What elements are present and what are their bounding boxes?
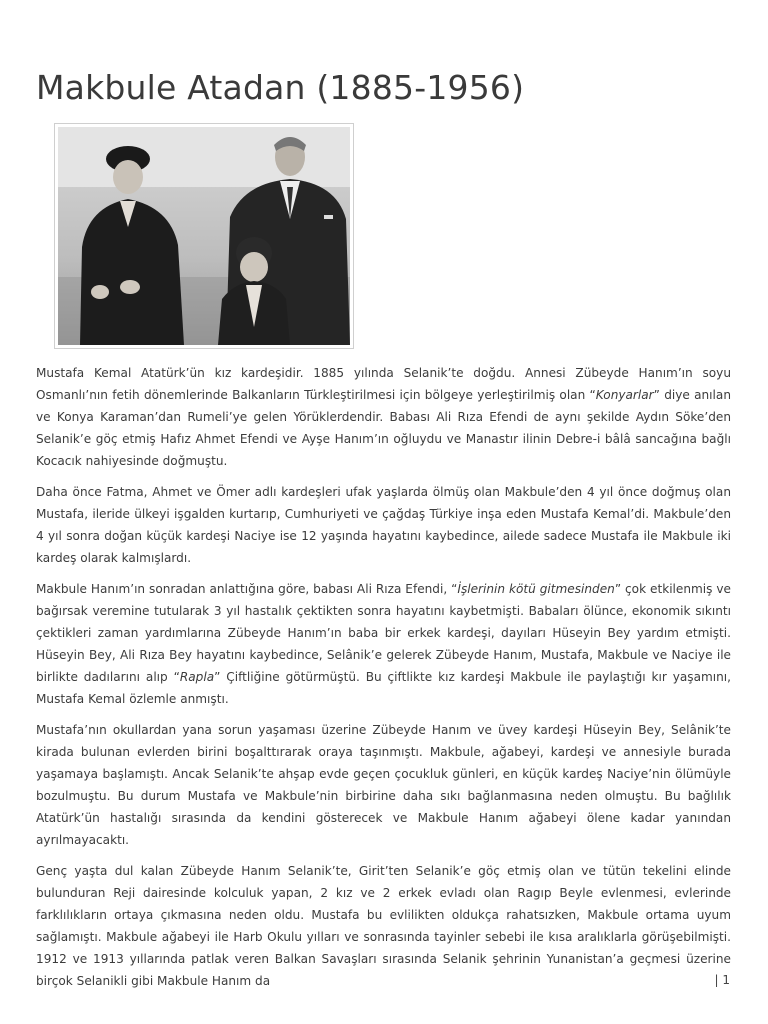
photo-frame (54, 123, 354, 349)
paragraph (36, 362, 731, 472)
page-title: Makbule Atadan (1885-1956) (36, 68, 525, 107)
historical-photo (58, 127, 350, 345)
paragraph-text: ” Çiftliğine götürmüştü. Bu çiftlikte kız kardeşi Makbule ile paylaştığı kır yaşamını, Mustafa Kemal özlemle anmıştı. (36, 670, 731, 706)
paragraph-text: Makbule Hanım’ın sonradan anlattığına göre, babası Ali Rıza Efendi, “ (36, 582, 458, 596)
paragraph-text: Genç yaşta dul kalan Zübeyde Hanım Selanik’te, Girit’ten Selanik’e göç etmiş olan ve tütün tekelini elinde bulunduran Reji dairesinde kolculuk yapan, 2 kız ve 2 erkek evladı olan Ragıp Beyle evlenmesi, evlerinde farklılıkların ortaya çıkmasına neden oldu. Mustafa bu evlilikten oldukça rahatsızken, Makbule ortama uyum sağlamıştı. Makbule ağabeyi ile Harb Okulu yılları ve sonrasında tayinler sebebi ile kısa aralıklarla görüşebilmişti. 1912 ve 1913 yıllarında patlak veren Balkan Savaşları sırasında Selanik şehrinin Yunanistan’a geçmesi üzerine birçok Selanikli gibi Makbule Hanım da (36, 864, 731, 988)
page-number: | 1 (714, 973, 730, 987)
paragraph-text: Mustafa’nın okullardan yana sorun yaşaması üzerine Zübeyde Hanım ve üvey kardeşi Hüseyin Bey, Selânik’te kirada bulunan evlerden birini boşalttırarak oraya taşınmıştı. Makbule, ağabeyi, kardeşi ve annesiyle burada yaşamaya başlamıştı. Ancak Selanik’te ahşap evde geçen çocukluk günleri, en küçük kardeş Naciye’nin ölümüyle bozulmuştu. Bu durum Mustafa ve Makbule’nin birbirine daha sıkı bağlanmasına neden olmuştu. Bu bağlılık Atatürk’ün hastalığı sırasında da kendini gösterecek ve Makbule Hanım ağabeyi ölene kadar yanından ayrılmayacaktı. (36, 723, 731, 847)
emphasis-text: İşlerinin kötü gitmesinden (457, 582, 615, 596)
paragraph (36, 578, 731, 710)
paragraph (36, 719, 731, 851)
article-body (36, 362, 731, 1001)
paragraph-text: Mustafa Kemal Atatürk’ün kız kardeşidir. 1885 yılında Selanik’te doğdu. Annesi Zübeyde Hanım’ın soyu Osmanlı’nın fetih dönemlerinde Balkanların Türkleştirilmesi için bölgeye yerleştirilmiş olan “ (36, 366, 731, 402)
emphasis-text: Konyarlar (595, 388, 654, 402)
paragraph (36, 481, 731, 569)
paragraph (36, 860, 731, 992)
paragraph-text: Daha önce Fatma, Ahmet ve Ömer adlı kardeşleri ufak yaşlarda ölmüş olan Makbule’den 4 yıl önce doğmuş olan Mustafa, ileride ülkeyi işgalden kurtarıp, Cumhuriyeti ve çağdaş Türkiye inşa eden Mustafa Kemal’di. Makbule’den 4 yıl sonra doğan küçük kardeşi Naciye ise 12 yaşında hayatını kaybedince, ailede sadece Mustafa ile Makbule iki kardeş olarak kalmışlardı. (36, 485, 731, 565)
emphasis-text: Rapla (179, 670, 215, 684)
paragraph-text: ” çok etkilenmiş ve bağırsak veremine tutularak 3 yıl hastalık çektikten sonra hayatını kaybetmişti. Babaları ölünce, ekonomik sıkıntı çektikleri zaman yardımlarına Zübeyde Hanım’ın baba bir erkek kardeşi, dayıları Hüseyin Bey yardım etmişti. Hüseyin Bey, Ali Rıza Bey hayatını kaybedince, Selânik’e gelerek Zübeyde Hanım, Mustafa, Makbule ve Naciye ile birlikte dadılarını alıp “ (36, 582, 731, 684)
paragraph-text: ” diye anılan ve Konya Karaman’dan Rumeli’ye gelen Yörüklerdendir. Babası Ali Rıza Efendi de aynı şekilde Aydın Söke’den Selanik’e göç etmiş Hafız Ahmet Efendi ve Ayşe Hanım’ın oğluydu ve Manastır ilinin Debre-i bâlâ sancağına bağlı Kocacık nahiyesinde doğmuştu. (36, 388, 731, 468)
